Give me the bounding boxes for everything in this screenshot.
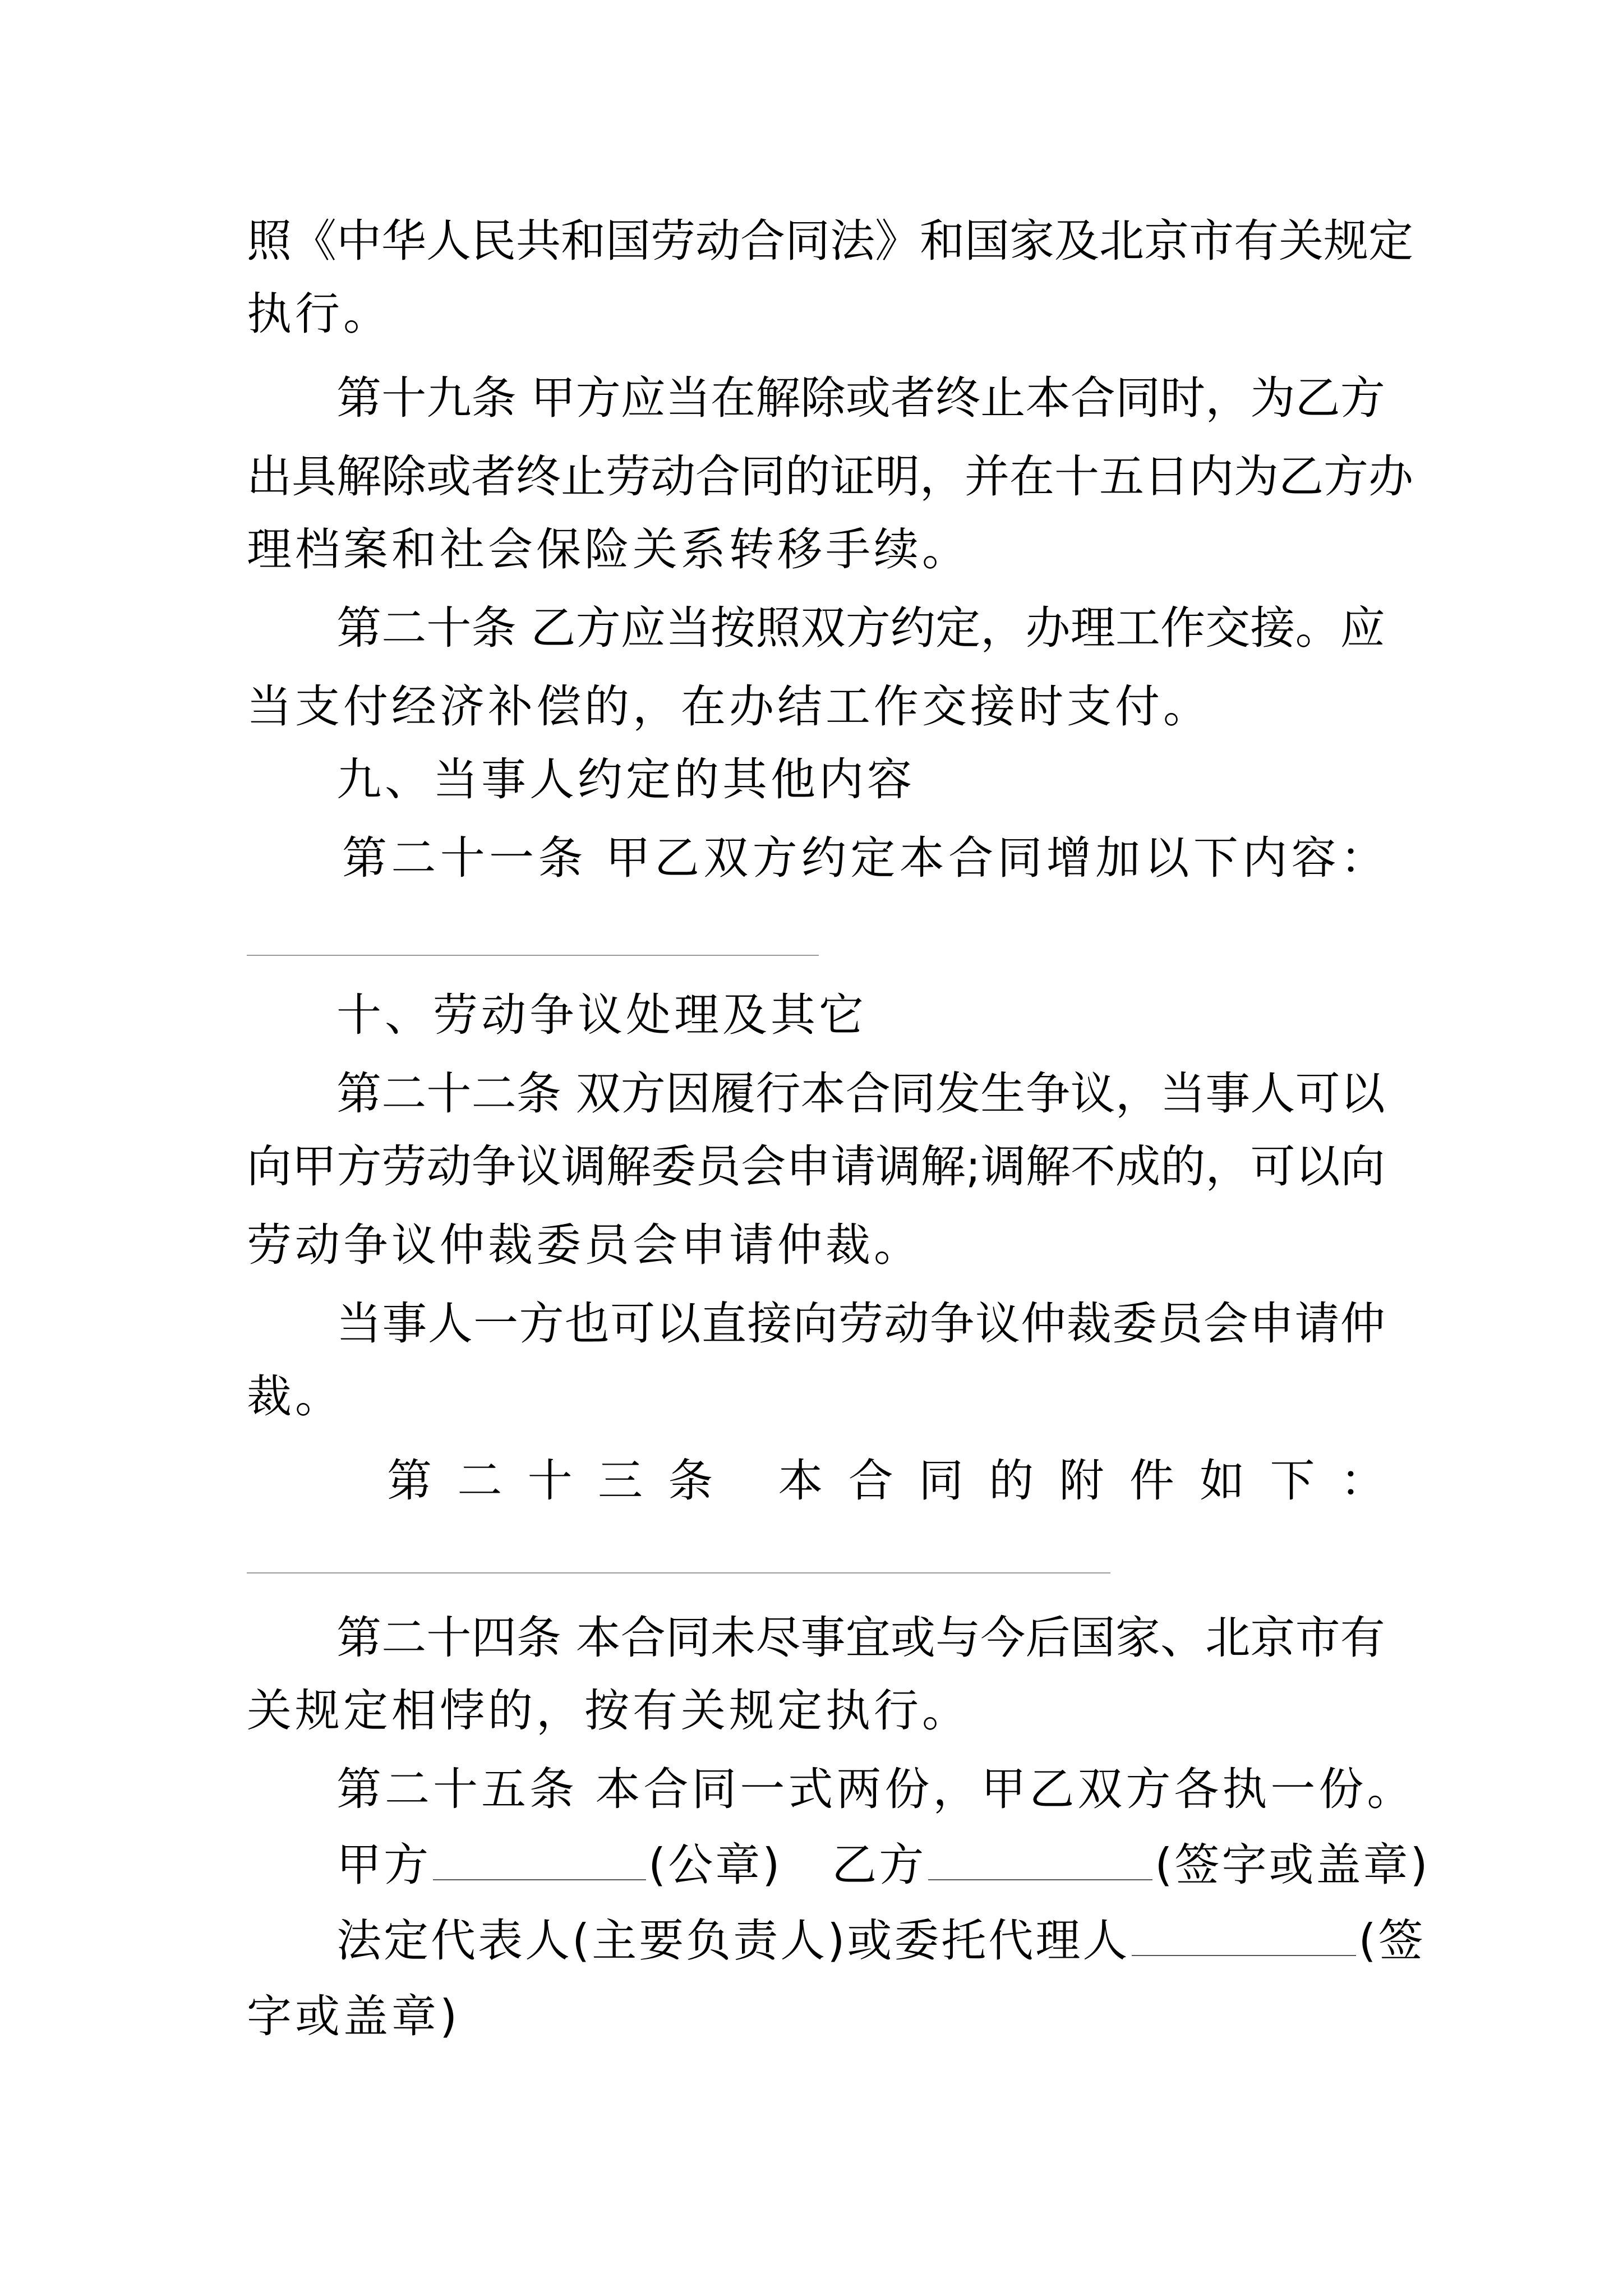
- char: 三: [597, 1455, 643, 1507]
- char: 动: [651, 450, 695, 503]
- char: 因: [665, 1068, 711, 1120]
- char: ，: [1205, 1140, 1251, 1193]
- char: 家: [1115, 1612, 1160, 1664]
- char: 甲: [531, 372, 576, 424]
- char: 调: [980, 1140, 1026, 1193]
- paragraph-line: 执行。: [247, 288, 391, 340]
- char: 十: [426, 1068, 472, 1120]
- char: 成: [1115, 1140, 1161, 1193]
- char: 者: [890, 372, 935, 424]
- char: 定: [935, 602, 981, 654]
- char: 事: [1205, 1068, 1251, 1120]
- char: 向: [247, 1140, 292, 1193]
- char: [739, 1453, 753, 1509]
- char: 裁: [1066, 1297, 1112, 1350]
- char: 解: [920, 1140, 966, 1193]
- char: 合: [948, 832, 994, 884]
- char: 争: [1025, 1068, 1071, 1120]
- char: 国: [606, 215, 651, 267]
- char: 争: [929, 1297, 975, 1350]
- char: 委: [1112, 1297, 1158, 1350]
- char: 合: [845, 1068, 891, 1120]
- char: 以: [1295, 1140, 1340, 1193]
- char: 在: [711, 372, 756, 424]
- char: 解: [1025, 1140, 1071, 1193]
- char: 第: [387, 1455, 432, 1507]
- char: ，: [1115, 1068, 1160, 1120]
- char: 申: [786, 1140, 831, 1193]
- char: 乙: [1295, 372, 1340, 424]
- char: 本: [575, 1612, 621, 1664]
- char: 不: [1071, 1140, 1116, 1193]
- paragraph-line: 当支付经济补偿的，在办结工作交接时支付。: [247, 680, 1211, 733]
- char: 除: [800, 372, 846, 424]
- article-19: [336, 370, 1385, 426]
- char: 方: [336, 1140, 382, 1193]
- char: 会: [741, 1140, 786, 1193]
- char: 按: [711, 602, 756, 654]
- char: 生: [980, 1068, 1026, 1120]
- article-22: [336, 1066, 1385, 1122]
- char: 下: [1270, 1455, 1315, 1507]
- char: 日: [1144, 450, 1189, 503]
- char: 加: [1095, 832, 1141, 884]
- char: ：: [1340, 832, 1385, 884]
- char: 合: [620, 1612, 666, 1664]
- char: 第: [336, 372, 381, 424]
- char: 附: [1059, 1455, 1104, 1507]
- char: 发: [935, 1068, 981, 1120]
- char: 第: [342, 832, 387, 884]
- section-heading-10: 十、劳动争议处理及其它: [336, 989, 867, 1041]
- char: 件: [1129, 1455, 1174, 1507]
- char: 北: [1099, 215, 1144, 267]
- char: 五: [1099, 450, 1144, 503]
- char: ;: [965, 1140, 981, 1193]
- char: 同: [665, 1612, 711, 1664]
- char: 合: [1070, 372, 1115, 424]
- char: 容: [1291, 832, 1336, 884]
- char: 解: [336, 450, 381, 503]
- char: 应: [1340, 602, 1385, 654]
- char: 人: [426, 215, 471, 267]
- char: 可: [1295, 1068, 1340, 1120]
- char: 理: [1070, 602, 1115, 654]
- char: 本: [1025, 372, 1071, 424]
- char: 动: [695, 215, 740, 267]
- representative-seal-start: (签: [1358, 1915, 1426, 1967]
- char: 二: [381, 602, 427, 654]
- char: 关: [1279, 215, 1324, 267]
- char: 市: [1189, 215, 1234, 267]
- char: ，: [920, 450, 965, 503]
- char: 条: [516, 1068, 561, 1120]
- char: 照: [755, 602, 801, 654]
- char: 争: [471, 1140, 517, 1193]
- char: 第: [336, 1612, 381, 1664]
- char: 同: [1115, 372, 1160, 424]
- char: 为: [1250, 372, 1295, 424]
- char: 具: [292, 450, 336, 503]
- char: 除: [381, 450, 426, 503]
- char: 动: [426, 1140, 472, 1193]
- char: 接: [1250, 602, 1295, 654]
- char: 照: [247, 215, 292, 267]
- char: 可: [1250, 1140, 1295, 1193]
- char: 向: [792, 1297, 838, 1350]
- char: 《: [292, 215, 336, 267]
- char: 的: [989, 1455, 1034, 1507]
- char: 同: [918, 1455, 963, 1507]
- char: 、: [1160, 1612, 1205, 1664]
- char: 应: [620, 602, 666, 654]
- char: 时: [1160, 372, 1205, 424]
- char: 明: [875, 450, 920, 503]
- party-b-seal-label: (签字或盖章): [1155, 1839, 1430, 1891]
- char: 议: [975, 1297, 1021, 1350]
- char: 会: [1203, 1297, 1248, 1350]
- char: [561, 1610, 575, 1666]
- char: 定: [1368, 215, 1413, 267]
- char: 十: [440, 832, 485, 884]
- article-23: [387, 1453, 1385, 1509]
- char: 方: [1340, 372, 1385, 424]
- char: 行: [755, 1068, 801, 1120]
- char: 员: [696, 1140, 741, 1193]
- char: 约: [801, 832, 847, 884]
- paragraph-line: [336, 1296, 1385, 1352]
- char: 十: [527, 1455, 573, 1507]
- char: 止: [980, 372, 1026, 424]
- char: 解: [606, 1140, 651, 1193]
- char: 方: [620, 1068, 666, 1120]
- char: 约: [890, 602, 935, 654]
- char: 有: [1234, 215, 1279, 267]
- char: 向: [1340, 1140, 1385, 1193]
- char: 委: [651, 1140, 696, 1193]
- char: 。: [1295, 602, 1340, 654]
- char: 京: [1144, 215, 1189, 267]
- char: 共: [516, 215, 561, 267]
- char: ，: [1205, 372, 1251, 424]
- char: 在: [1009, 450, 1054, 503]
- paragraph-line: 关规定相悖的，按有关规定执行。: [247, 1685, 970, 1737]
- char: 事: [800, 1612, 846, 1664]
- char: [561, 1066, 575, 1122]
- char: 人: [427, 1297, 473, 1350]
- char: 履: [711, 1068, 756, 1120]
- char: 可: [610, 1297, 656, 1350]
- char: 同: [890, 1068, 935, 1120]
- paragraph-line: 字或盖章): [247, 1990, 461, 2042]
- char: 出: [247, 450, 292, 503]
- char: 或: [890, 1612, 935, 1664]
- char: 当: [1160, 1068, 1205, 1120]
- char: 甲: [292, 1140, 337, 1193]
- char: 的: [1160, 1140, 1206, 1193]
- char: 请: [831, 1140, 876, 1193]
- paragraph-line: 劳动争议仲裁委员会申请仲裁。: [247, 1219, 922, 1271]
- char: 仲: [1021, 1297, 1066, 1350]
- char: 终: [935, 372, 981, 424]
- char: 京: [1250, 1612, 1295, 1664]
- char: 的: [785, 450, 830, 503]
- char: 未: [711, 1612, 756, 1664]
- char: 甲: [605, 832, 651, 884]
- char: 法: [830, 215, 875, 267]
- char: 为: [1234, 450, 1279, 503]
- char: 止: [561, 450, 606, 503]
- char: 一: [489, 832, 534, 884]
- char: 当: [336, 1297, 381, 1350]
- char: 方: [845, 602, 891, 654]
- char: 下: [1193, 832, 1238, 884]
- char: 条: [471, 372, 517, 424]
- char: 十: [426, 1612, 472, 1664]
- char: 劳: [606, 450, 651, 503]
- representative-row: [336, 1913, 1426, 1969]
- char: 以: [1340, 1068, 1385, 1120]
- char: 内: [1242, 832, 1288, 884]
- article-20: [336, 600, 1385, 656]
- char: [517, 600, 531, 656]
- char: 十: [1054, 450, 1099, 503]
- char: 双: [575, 1068, 621, 1120]
- section-heading-9: 九、当事人约定的其他内容: [336, 753, 915, 806]
- char: 交: [1205, 602, 1251, 654]
- party-a-label: 甲方: [336, 1839, 431, 1891]
- char: 如: [1200, 1455, 1245, 1507]
- char: 本: [899, 832, 944, 884]
- char: 劳: [381, 1140, 427, 1193]
- paragraph-line: 裁。: [247, 1370, 343, 1423]
- char: 议: [1070, 1068, 1115, 1120]
- char: 十: [381, 372, 427, 424]
- char: 内: [1189, 450, 1234, 503]
- char: 方: [752, 832, 797, 884]
- char: 方: [575, 602, 621, 654]
- char: 动: [884, 1297, 929, 1350]
- char: 解: [755, 372, 801, 424]
- char: 市: [1295, 1612, 1340, 1664]
- char: 办: [1025, 602, 1071, 654]
- char: [587, 830, 601, 886]
- char: ，: [980, 602, 1026, 654]
- blank-fill-line: [247, 955, 819, 956]
- char: 有: [1340, 1612, 1385, 1664]
- char: 议: [516, 1140, 561, 1193]
- char: 一: [473, 1297, 519, 1350]
- representative-label: 法定代表人(主要负责人)或委托代理人: [336, 1915, 1130, 1967]
- char: 当: [665, 372, 711, 424]
- char: 国: [965, 215, 1009, 267]
- char: [517, 370, 531, 426]
- char: 家: [1009, 215, 1054, 267]
- article-25: 第二十五条 本合同一式两份，甲乙双方各执一份。: [336, 1763, 1415, 1815]
- char: 宜: [845, 1612, 891, 1664]
- char: 后: [1025, 1612, 1071, 1664]
- article-24: [336, 1610, 1385, 1666]
- char: 条: [538, 832, 583, 884]
- char: 与: [935, 1612, 981, 1664]
- char: 工: [1115, 602, 1160, 654]
- char: 当: [665, 602, 711, 654]
- char: 证: [830, 450, 875, 503]
- paragraph-line: [247, 449, 1413, 505]
- char: 者: [471, 450, 516, 503]
- char: 二: [471, 1068, 517, 1120]
- char: 民: [471, 215, 516, 267]
- char: 乙: [1279, 450, 1324, 503]
- char: 并: [965, 450, 1009, 503]
- char: 和: [561, 215, 606, 267]
- char: 条: [516, 1612, 561, 1664]
- char: 调: [875, 1140, 921, 1193]
- char: 华: [381, 215, 426, 267]
- paragraph-line: 理档案和社会保险关系转移手续。: [247, 523, 970, 576]
- party-a-blank[interactable]: [433, 1840, 646, 1880]
- char: 今: [980, 1612, 1026, 1664]
- char: 本: [778, 1455, 823, 1507]
- char: 条: [668, 1455, 713, 1507]
- char: 二: [381, 1068, 427, 1120]
- char: 方: [575, 372, 621, 424]
- char: 本: [800, 1068, 846, 1120]
- char: 或: [426, 450, 471, 503]
- char: 方: [1324, 450, 1368, 503]
- char: 》: [875, 215, 920, 267]
- party-b-label: 乙方: [832, 1839, 926, 1891]
- char: 同: [785, 215, 830, 267]
- char: 二: [381, 1612, 427, 1664]
- char: 接: [747, 1297, 792, 1350]
- char: 也: [564, 1297, 610, 1350]
- char: 同: [997, 832, 1043, 884]
- char: 合: [848, 1455, 893, 1507]
- char: 或: [845, 372, 891, 424]
- char: 终: [516, 450, 561, 503]
- char: 请: [1294, 1297, 1340, 1350]
- char: 第: [336, 1068, 381, 1120]
- char: 国: [1070, 1612, 1115, 1664]
- char: 二: [391, 832, 436, 884]
- paragraph-line: [247, 1139, 1385, 1195]
- blank-fill-line: [247, 1572, 1110, 1573]
- char: 九: [426, 372, 472, 424]
- char: 以: [1144, 832, 1189, 884]
- char: 应: [620, 372, 666, 424]
- char: 员: [1158, 1297, 1203, 1350]
- char: 合: [740, 215, 785, 267]
- char: 申: [1249, 1297, 1294, 1350]
- char: 办: [1368, 450, 1413, 503]
- char: 乙: [531, 602, 576, 654]
- signature-row: [336, 1837, 1430, 1893]
- char: 第: [336, 602, 381, 654]
- char: 双: [800, 602, 846, 654]
- party-a-seal-label: (公章): [648, 1839, 782, 1891]
- char: 十: [426, 602, 472, 654]
- char: 乙: [654, 832, 699, 884]
- char: 及: [1054, 215, 1099, 267]
- char: 条: [471, 602, 517, 654]
- representative-blank[interactable]: [1132, 1916, 1356, 1956]
- char: 事: [382, 1297, 427, 1350]
- char: 规: [1324, 215, 1368, 267]
- char: 中: [336, 215, 381, 267]
- char: 双: [703, 832, 749, 884]
- char: 二: [457, 1455, 502, 1507]
- char: 直: [701, 1297, 746, 1350]
- char: 增: [1046, 832, 1091, 884]
- char: 和: [920, 215, 965, 267]
- char: 北: [1205, 1612, 1251, 1664]
- char: 尽: [755, 1612, 801, 1664]
- char: 劳: [838, 1297, 883, 1350]
- paragraph-line: [247, 213, 1413, 269]
- char: 调: [561, 1140, 606, 1193]
- char: 合: [695, 450, 740, 503]
- char: 四: [471, 1612, 517, 1664]
- char: 人: [1250, 1068, 1295, 1120]
- party-b-blank[interactable]: [928, 1840, 1152, 1880]
- char: 劳: [651, 215, 695, 267]
- char: 同: [740, 450, 785, 503]
- char: ：: [1340, 1455, 1385, 1507]
- char: 以: [656, 1297, 701, 1350]
- char: 方: [519, 1297, 564, 1350]
- char: 作: [1160, 602, 1205, 654]
- char: 仲: [1340, 1297, 1385, 1350]
- article-21: [342, 830, 1385, 886]
- char: 定: [850, 832, 896, 884]
